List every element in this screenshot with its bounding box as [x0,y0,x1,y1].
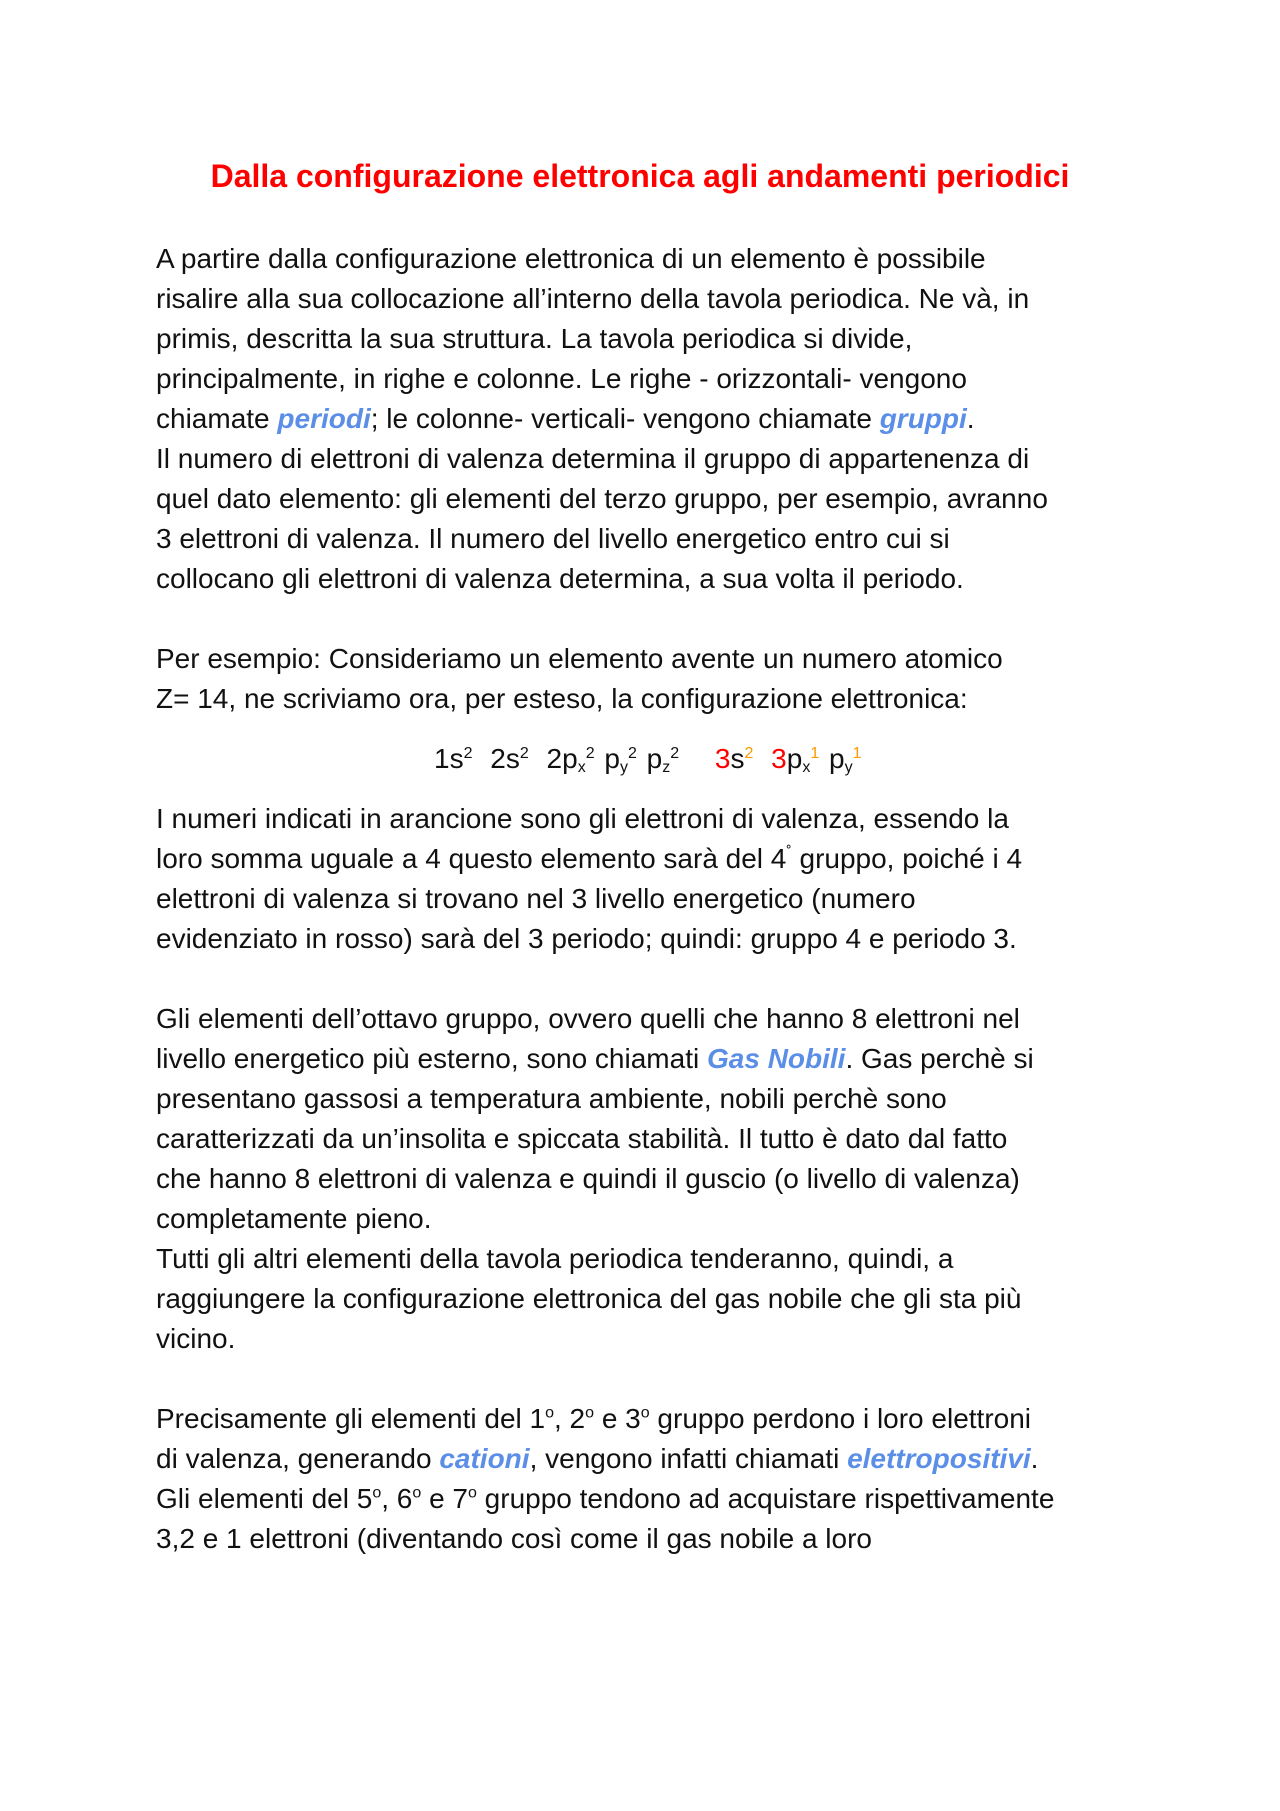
text-line: Per esempio: Consideriamo un elemento avente un numero atomico [156,643,1003,674]
text-line: risalire alla sua collocazione all’interno della tavola periodica. Ne và, in [156,283,1030,314]
text-line: che hanno 8 elettroni di valenza e quindi il guscio (o livello di valenza) [156,1163,1020,1194]
orbital-3py: $p_y^1$ [829,743,862,776]
orbital-2s: $2s^2$ [490,743,529,774]
orbital-2pz: $p_z^2$ [646,743,680,776]
orbital-2py: $p_y^2$ [604,743,637,776]
text-line: loro somma uguale a 4 questo elemento sarà del 4˚ gruppo, poiché i 4 [156,843,1023,874]
text-line: presentano gassosi a temperatura ambiente, nobili perchè sono [156,1083,947,1114]
text-line: elettroni di valenza si trovano nel 3 livello energetico (numero [156,883,916,914]
text-line: raggiungere la configurazione elettronica del gas nobile che gli sta più [156,1283,1022,1314]
text-line: A partire dalla configurazione elettronica di un elemento è possibile [156,243,986,274]
keyword-gas-nobili: Gas Nobili [706,1043,846,1074]
paragraph-noble-gases [156,999,1136,1359]
text-line: I numeri indicati in arancione sono gli elettroni di valenza, essendo la [156,803,1009,834]
text-line: di valenza, generando cationi, vengono infatti chiamati elettropositivi. [156,1443,1039,1474]
keyword-gruppi: gruppi [879,403,967,434]
document-body [156,239,1136,1559]
text-line: completamente pieno. [156,1203,432,1234]
keyword-cationi: cationi [439,1443,530,1474]
paragraph-gap [156,959,1136,999]
text-line: evidenziato in rosso) sarà del 3 periodo; quindi: gruppo 4 e periodo 3. [156,923,1017,954]
text-line: Precisamente gli elementi del 1$^o$, 2$^o$ e 3$^o$ gruppo perdono i loro elettroni [156,1403,1032,1434]
paragraph-gap [156,599,1136,639]
text-line: 3,2 e 1 elettroni (diventando così come il gas nobile a loro [156,1523,872,1554]
text-line: principalmente, in righe e colonne. Le righe - orizzontali- vengono [156,363,967,394]
page-title: Dalla configurazione elettronica agli andamenti periodici [210,158,1070,194]
orbital-3px: $3p_x^1$ [771,743,820,776]
text-span: . [966,403,975,434]
paragraph-explanation [156,799,1136,959]
text-line: primis, descritta la sua struttura. La tavola periodica si divide, [156,323,913,354]
paragraph-intro [156,239,1136,599]
text-line: 3 elettroni di valenza. Il numero del livello energetico entro cui si [156,523,950,554]
text-line: Gli elementi dell’ottavo gruppo, ovvero quelli che hanno 8 elettroni nel [156,1003,1020,1034]
text-line: Z= 14, ne scriviamo ora, per esteso, la configurazione elettronica: [156,683,968,714]
text-line: collocano gli elettroni di valenza determina, a sua volta il periodo. [156,563,964,594]
text-line: Gli elementi del 5$^o$, 6$^o$ e 7$^o$ gruppo tendono ad acquistare rispettivamente [156,1483,1055,1514]
orbital-1s: $1s^2$ [434,743,473,774]
paragraph-groups [156,1399,1136,1559]
paragraph-gap [156,1359,1136,1399]
keyword-elettropositivi: elettropositivi [847,1443,1031,1474]
text-line: Il numero di elettroni di valenza determina il gruppo di appartenenza di [156,443,1030,474]
text-line [156,399,1136,439]
text-line: Tutti gli altri elementi della tavola periodica tenderanno, quindi, a [156,1243,954,1274]
text-line: vicino. [156,1323,236,1354]
orbital-3s: $3s^2$ [714,743,754,774]
electron-configuration [156,719,1136,799]
keyword-periodi: periodi [277,403,371,434]
text-line: caratterizzati da un’insolita e spiccata stabilità. Il tutto è dato dal fatto [156,1123,1008,1154]
text-line: livello energetico più esterno, sono chiamati Gas Nobili. Gas perchè si [156,1043,1034,1074]
orbital-2px: $2p_x^2$ [546,743,595,776]
paragraph-example [156,639,1136,719]
text-span: chiamate [156,403,278,434]
text-span: ; le colonne- verticali- vengono chiamate [370,403,880,434]
text-line: quel dato elemento: gli elementi del terzo gruppo, per esempio, avranno [156,483,1048,514]
